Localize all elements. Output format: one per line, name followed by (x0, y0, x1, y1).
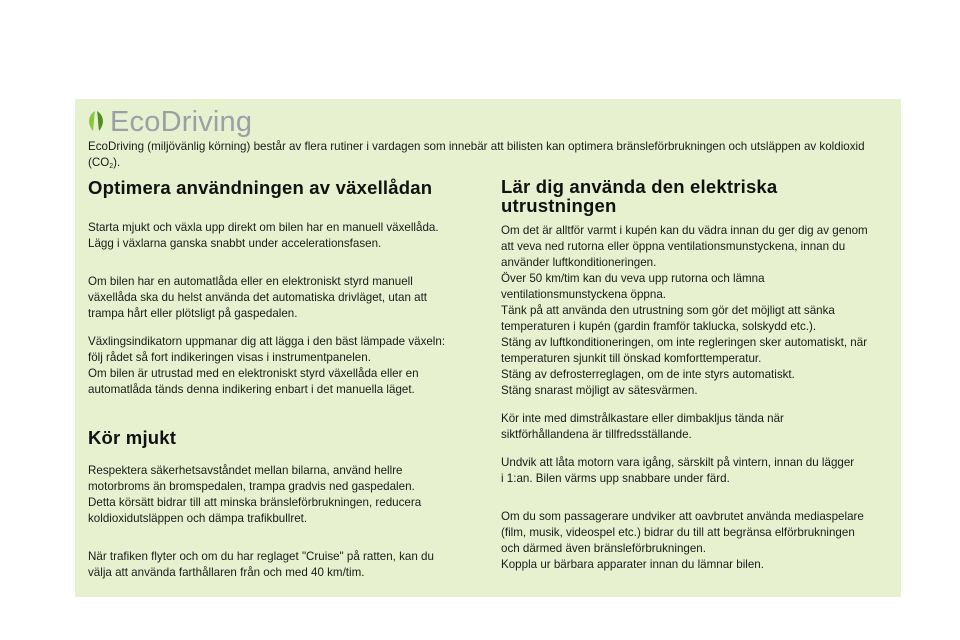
page-title: EcoDriving (110, 106, 253, 138)
intro-paragraph: EcoDriving (miljövänlig körning) består av flera rutiner i vardagen som innebär att bilisten kan optimera bränsleförbrukningen och utsläppen av koldioxid $(CO_2)$. (88, 140, 865, 170)
paragraph-electrical-3: Undvik att låta motorn vara igång, särskilt på vintern, innan du lägger i 1:an. Bilen värms upp snabbare under färd. (501, 456, 855, 485)
paragraph-smooth-1: Respektera säkerhetsavståndet mellan bilarna, använd hellre motorbroms än bromspedalen, trampa gradvis ned gaspedalen. Detta körsätt bidrar till att minska bränsleförbrukningen, reducera koldioxidutsläppen och dämpa trafikbullret. (88, 464, 422, 525)
paragraph-electrical-1: Om det är alltför varmt i kupén kan du vädra innan du ger dig av genom att veva ned rutorna eller öppna ventilationsmunstyckena, innan du använder luftkonditioneringen. Över 50 km/tim kan du veva upp rutorna och lämna ventilationsmunstyckena öppna. Tänk på att använda den utrustning som gör det möjligt att sänka temperaturen i kupén (gardin framför taklucka, solskydd etc.). Stäng av luftkonditioneringen, om inte regleringen sker automatiskt, när temperaturen sjunkit till önskad komforttemperatur. Stäng av defrosterreglagen, om de inte styrs automatiskt. Stäng snarast möjligt av sätesvärmen. (501, 224, 868, 397)
paragraph-gearbox-2: Om bilen har en automatlåda eller en elektroniskt styrd manuell växellåda ska du helst använda det automatiska drivläget, utan att trampa hårt eller plötsligt på gaspedalen. (88, 275, 428, 320)
leaf-icon (86, 110, 106, 132)
left-column (88, 178, 478, 581)
right-column (501, 177, 893, 573)
section-heading-smooth-driving: Kör mjukt (88, 427, 177, 448)
section-heading-electrical: Lär dig använda den elektriska utrustningen (501, 176, 778, 216)
section-heading-gearbox: Optimera användningen av växellådan (88, 177, 433, 198)
paragraph-gearbox-1: Starta mjukt och växla upp direkt om bilen har en manuell växellåda. Lägg i växlarna ganska snabbt under accelerationsfasen. (88, 221, 439, 250)
paragraph-electrical-2: Kör inte med dimstrålkastare eller dimbakljus tända när siktförhållandena är tillfredsställande. (501, 412, 784, 441)
paragraph-smooth-2: När trafiken flyter och om du har reglaget "Cruise" på ratten, kan du välja att använda farthållaren från och med 40 km/tim. (88, 550, 434, 579)
paragraph-electrical-4: Om du som passagerare undviker att oavbrutet använda mediaspelare (film, musik, videospel etc.) bidrar du till att begränsa elförbrukningen och därmed även bränsleförbrukningen. Koppla ur bärbara apparater innan du lämnar bilen. (501, 510, 864, 571)
paragraph-gearbox-3: Växlingsindikatorn uppmanar dig att lägga i den bäst lämpade växeln: följ rådet så fort indikeringen visas i instrumentpanelen. Om bilen är utrustad med en elektroniskt styrd växellåda eller en automatlåda tänds denna indikering enbart i det manuella läget. (88, 335, 446, 396)
